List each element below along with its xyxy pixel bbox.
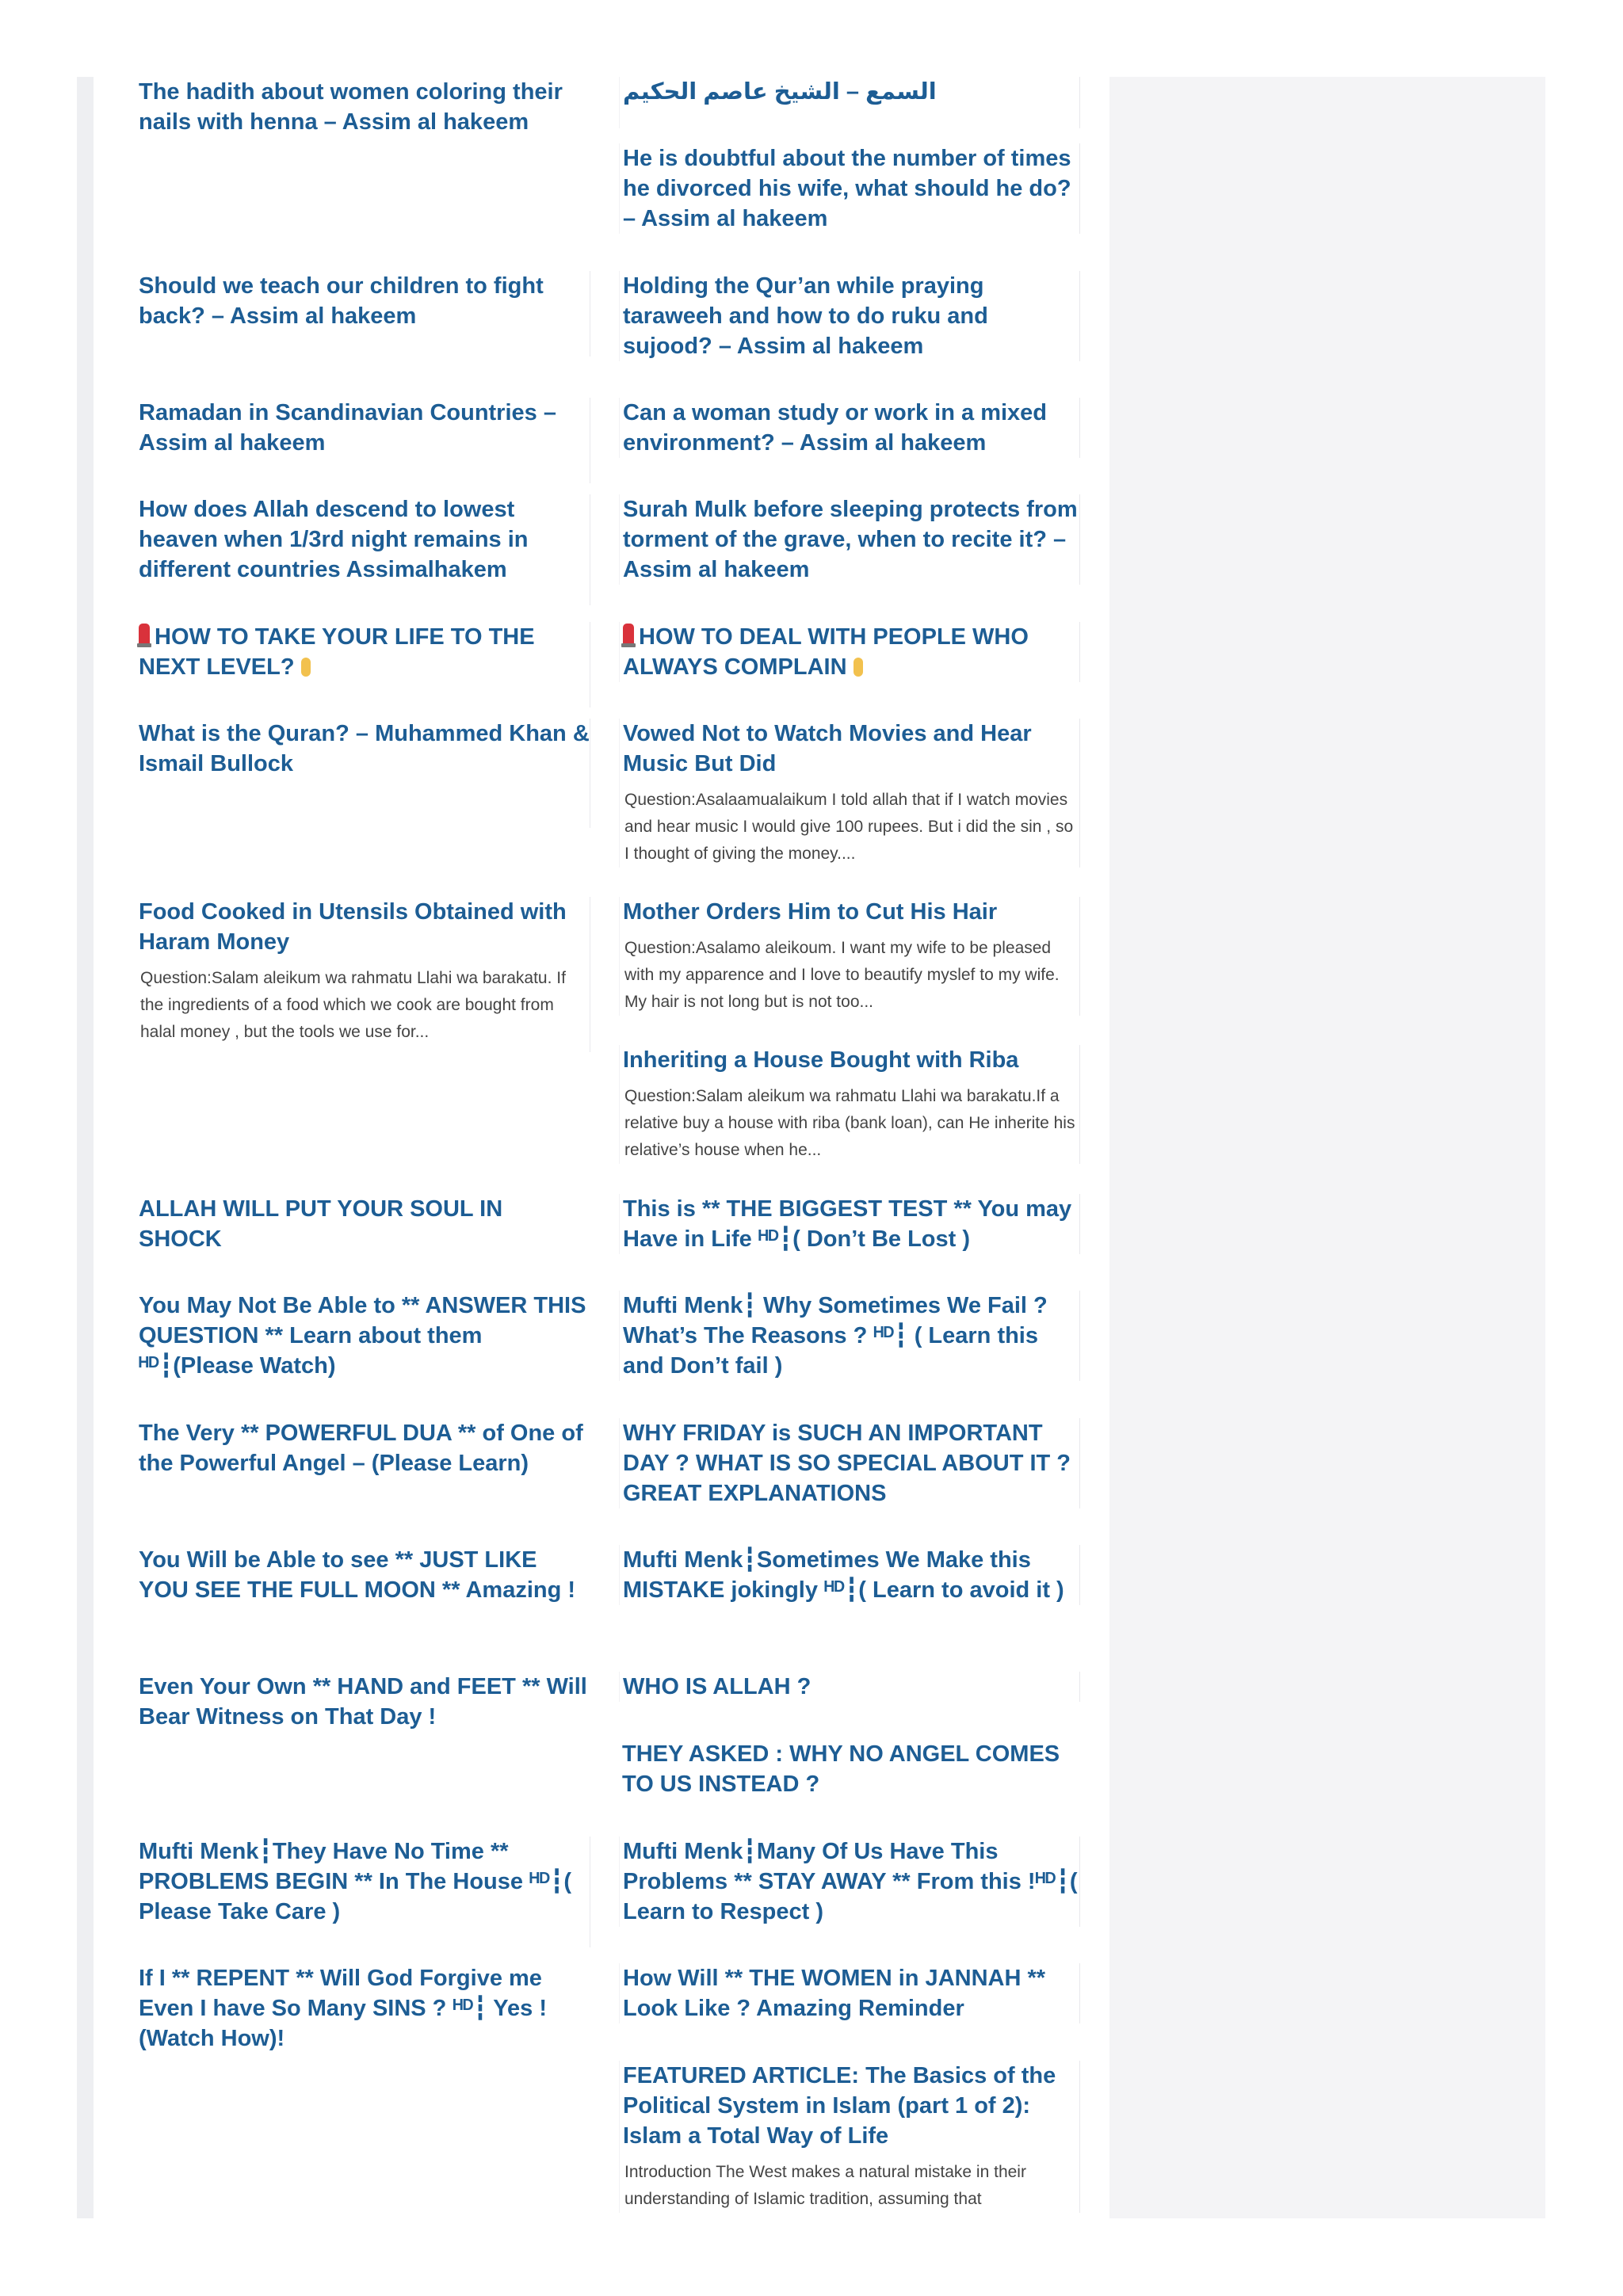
- sidebar: [1109, 77, 1545, 2218]
- post-title-link[interactable]: ALLAH WILL PUT YOUR SOUL IN SHOCK: [139, 1196, 503, 1252]
- post-title-link[interactable]: How Will ** THE WOMEN in JANNAH ** Look Like ? Amazing Reminder: [623, 1966, 1046, 2021]
- list-item: [139, 494, 590, 605]
- list-item: [139, 398, 590, 483]
- list-item: [619, 1194, 1080, 1254]
- post-title-link[interactable]: Even Your Own ** HAND and FEET ** Will Bear Witness on That Day !: [139, 1674, 587, 1730]
- post-title-link[interactable]: Should we teach our children to fight back? – Assim al hakeem: [139, 273, 544, 329]
- pointing-finger-icon: [854, 658, 863, 677]
- list-item: [139, 622, 590, 707]
- police-light-icon: [139, 624, 150, 646]
- list-item: [619, 1545, 1080, 1605]
- list-item: [619, 2061, 1080, 2213]
- list-item: [139, 1418, 590, 1478]
- post-title-link[interactable]: Mother Orders Him to Cut His Hair: [623, 899, 998, 925]
- pointing-finger-icon: [301, 658, 311, 677]
- list-item: [139, 1672, 590, 1732]
- page-gutter: [77, 77, 94, 2218]
- post-title-link[interactable]: Vowed Not to Watch Movies and Hear Music But Did: [623, 721, 1032, 776]
- post-title-link[interactable]: Can a woman study or work in a mixed environment? – Assim al hakeem: [623, 400, 1048, 456]
- post-title-link[interactable]: You May Not Be Able to ** ANSWER THIS QUESTION ** Learn about them ᴴᴰ┇(Please Watch): [139, 1293, 586, 1379]
- post-title-link[interactable]: [139, 622, 590, 682]
- post-title-link[interactable]: The Very ** POWERFUL DUA ** of One of the Powerful Angel – (Please Learn): [139, 1421, 583, 1476]
- list-item: [619, 398, 1080, 458]
- list-item: [619, 1418, 1080, 1508]
- post-title-link[interactable]: السمع – الشيخ عاصم الحكيم: [623, 79, 937, 105]
- post-excerpt: Question:Salam aleikum wa rahmatu Llahi wa barakatu.If a relative buy a house with riba (bank loan), can He inherite his relative’s house when he...: [624, 1087, 1075, 1159]
- post-title-link[interactable]: WHY FRIDAY is SUCH AN IMPORTANT DAY ? WHAT IS SO SPECIAL ABOUT IT ? GREAT EXPLANATIONS: [623, 1421, 1071, 1506]
- post-excerpt: Question:Asalamo aleikoum. I want my wife to be pleased with my apparence and I love to beautify myslef to my wife. My hair is not long but is not too...: [624, 939, 1060, 1011]
- list-item: [619, 1963, 1080, 2023]
- list-item: [619, 494, 1080, 585]
- post-title-link[interactable]: Inheriting a House Bought with Riba: [623, 1047, 1019, 1073]
- post-title-link[interactable]: If I ** REPENT ** Will God Forgive me Even I have So Many SINS ? ᴴᴰ┇ Yes ! (Watch How)!: [139, 1966, 547, 2051]
- post-title-text: HOW TO TAKE YOUR LIFE TO THE NEXT LEVEL?: [139, 624, 535, 680]
- list-item: [619, 1672, 1080, 1702]
- list-item: [619, 1836, 1080, 1927]
- list-item: [139, 1291, 590, 1381]
- post-title-link[interactable]: Ramadan in Scandinavian Countries – Assim al hakeem: [139, 400, 556, 456]
- post-title-link[interactable]: What is the Quran? – Muhammed Khan & Ismail Bullock: [139, 721, 590, 776]
- list-item: [139, 1836, 590, 1947]
- list-item: [139, 897, 590, 1052]
- list-item: [619, 897, 1080, 1016]
- post-title-link[interactable]: FEATURED ARTICLE: The Basics of the Political System in Islam (part 1 of 2): Islam a Total Way of Life: [623, 2063, 1056, 2149]
- post-title-link[interactable]: Mufti Menk┇Many Of Us Have This Problems ** STAY AWAY ** From this !ᴴᴰ┇( Learn to Respect ): [623, 1839, 1078, 1924]
- post-title-link[interactable]: How does Allah descend to lowest heaven when 1/3rd night remains in different countries Assimalhakem: [139, 497, 529, 582]
- police-light-icon: [623, 624, 634, 646]
- post-list: [94, 77, 1108, 2218]
- post-excerpt: Introduction The West makes a natural mistake in their understanding of Islamic tradition, assuming that: [624, 2163, 1026, 2208]
- list-item: [619, 719, 1080, 868]
- post-title-link[interactable]: Mufti Menk┇They Have No Time ** PROBLEMS BEGIN ** In The House ᴴᴰ┇( Please Take Care ): [139, 1839, 571, 1924]
- list-item: [139, 719, 590, 828]
- post-title-link[interactable]: The hadith about women coloring their nails with henna – Assim al hakeem: [139, 79, 563, 135]
- post-title-link[interactable]: He is doubtful about the number of times he divorced his wife, what should he do? – Assim al hakeem: [623, 146, 1071, 231]
- post-title-link[interactable]: Surah Mulk before sleeping protects from torment of the grave, when to recite it? – Assim al hakeem: [623, 497, 1078, 582]
- list-item: [619, 77, 1080, 128]
- list-item: [619, 1291, 1080, 1381]
- list-item: [139, 1545, 590, 1605]
- post-title-text: HOW TO DEAL WITH PEOPLE WHO ALWAYS COMPLAIN: [623, 624, 1029, 680]
- list-item: [619, 1045, 1080, 1164]
- post-title-link[interactable]: Mufti Menk┇Sometimes We Make this MISTAKE jokingly ᴴᴰ┇( Learn to avoid it ): [623, 1547, 1064, 1603]
- list-item: [619, 622, 1080, 682]
- list-item: [139, 1963, 590, 2054]
- post-excerpt: Question:Salam aleikum wa rahmatu Llahi wa barakatu. If the ingredients of a food which we cook are bought from halal money , but the tools we use for...: [140, 969, 566, 1041]
- post-title-link[interactable]: This is ** THE BIGGEST TEST ** You may Have in Life ᴴᴰ┇( Don’t Be Lost ): [623, 1196, 1072, 1252]
- post-title-link[interactable]: [620, 622, 1079, 682]
- list-item: [139, 1194, 590, 1254]
- post-title-link[interactable]: Food Cooked in Utensils Obtained with Haram Money: [139, 899, 567, 955]
- post-title-link[interactable]: Holding the Qur’an while praying taraweeh and how to do ruku and sujood? – Assim al hakeem: [623, 273, 988, 359]
- post-title-link[interactable]: Mufti Menk┇ Why Sometimes We Fail ? What’s The Reasons ? ᴴᴰ┇ ( Learn this and Don’t fail ): [623, 1293, 1048, 1379]
- list-item: [619, 143, 1080, 234]
- list-item: [619, 1739, 1080, 1799]
- post-excerpt: Question:Asalaamualaikum I told allah that if I watch movies and hear music I would give 100 rupees. But i did the sin , so I thought of giving the money....: [624, 791, 1074, 863]
- post-title-link[interactable]: You Will be Able to see ** JUST LIKE YOU SEE THE FULL MOON ** Amazing !: [139, 1547, 576, 1603]
- list-item: [619, 271, 1080, 361]
- list-item: [139, 77, 590, 137]
- post-title-link[interactable]: THEY ASKED : WHY NO ANGEL COMES TO US INSTEAD ?: [622, 1741, 1060, 1797]
- post-title-link[interactable]: WHO IS ALLAH ?: [623, 1674, 812, 1699]
- list-item: [139, 271, 590, 357]
